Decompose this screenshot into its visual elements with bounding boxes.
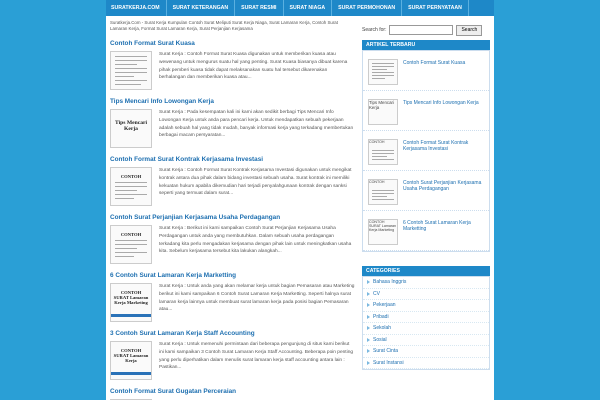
thumbnail-caption: CONTOH — [120, 232, 142, 237]
post-item — [110, 98, 356, 156]
recent-post-thumbnail[interactable] — [368, 139, 398, 165]
category-link[interactable] — [363, 277, 489, 289]
category-link[interactable] — [363, 300, 489, 312]
category-link[interactable] — [363, 323, 489, 335]
post-excerpt: Surat Kerja : Contoh Format Surat Kuasa digunakan untuk memberikan kuasa atau wewenang untuk mengurus suatu hal yang penting. Surat Kuasa biasanya dibuat karena pihak pemberi kuasa tidak dapat melaksanakan suatu hal tersebut dikarenakan berhalangan dan memberikan kuasa atau... — [159, 52, 348, 81]
search-form — [362, 24, 490, 36]
post-title[interactable]: Contoh Format Surat Kuasa — [110, 40, 195, 47]
categories-header: CATEGORIES — [362, 266, 490, 276]
top-navigation — [106, 0, 494, 16]
post-thumbnail[interactable] — [110, 341, 152, 380]
recent-post-thumbnail[interactable] — [368, 179, 398, 205]
bullet-icon — [367, 292, 370, 296]
thumbnail-caption: CONTOH — [120, 174, 142, 179]
category-link[interactable] — [363, 312, 489, 324]
recent-post-item — [363, 91, 489, 131]
category-link[interactable] — [363, 346, 489, 358]
recent-post-item — [363, 171, 489, 211]
recent-post-item — [363, 51, 489, 91]
sidebar — [362, 40, 490, 370]
nav-surat-pernyataan[interactable]: SURAT PERNYATAAN — [402, 0, 469, 16]
post-excerpt: Surat Kerja : Untuk memenuhi permintaan dari beberapa pengunjung di situs kami berikut ini kami sampaikan 3 Contoh Surat Lamaran Kerja Staff Accounting. Beberapa poin penting yang perlu diperhatikan dalam menulis surat lamaran kerja staff accounting antara lain : Pastikan... — [159, 342, 354, 371]
category-label: Bahasa Inggris — [373, 279, 407, 286]
thumbnail-caption: CONTOH SURAT Lamaran Kerja Marketing — [369, 220, 397, 233]
post-list — [110, 40, 356, 400]
category-label: Surat Instansi — [373, 359, 404, 366]
document-icon — [115, 240, 147, 260]
document-icon — [372, 63, 394, 81]
post-title[interactable]: 6 Contoh Surat Lamaran Kerja Marketting — [110, 272, 237, 279]
recent-post-link[interactable]: Tips Mencari Info Lowongan Kerja — [403, 100, 479, 106]
category-label: Sekolah — [373, 325, 392, 332]
nav-surat-keterangan[interactable]: SURAT KETERANGAN — [167, 0, 236, 16]
thumbnail-caption: CONTOH SURAT Lamaran Kerja — [113, 348, 149, 364]
post-excerpt: Surat Kerja : Contoh Format Surat Kontrak Kerjasama Investasi digunakan untuk mengikat kontrak antara dua pihak dalam bidang investasi sebuah usaha. Surat kontrak ini memiliki kekuatan hukum apabila dikemudian hari terjadi penyalahgunaan kontrak dengan sanksi seperti yang termuat dalam surat... — [159, 168, 352, 197]
nav-surat-niaga[interactable]: SURAT NIAGA — [284, 0, 333, 16]
recent-post-link[interactable]: Contoh Format Surat Kontrak Kerjasama Investasi — [403, 140, 469, 153]
post-title[interactable]: Contoh Surat Perjanjian Kerjasama Usaha Perdagangan — [110, 214, 281, 221]
nav-surat-resmi[interactable]: SURAT RESMI — [235, 0, 283, 16]
post-item — [110, 40, 356, 98]
site-description: Suratkerja.Com - Surat Kerja Kumpulan Contoh Surat Meliputi Surat Kerja Niaga, Surat Lamaran Kerja, Contoh Surat Lamaran Kerja, Format Surat Lamaran Kerja, Surat Perjanjian Kerjasama — [110, 20, 338, 31]
post-item — [110, 156, 356, 214]
post-title[interactable]: Contoh Format Surat Gugatan Perceraian — [110, 388, 237, 395]
search-input[interactable] — [389, 25, 453, 35]
recent-post-link[interactable]: Contoh Surat Perjanjian Kerjasama Usaha Perdagangan — [403, 180, 482, 193]
post-thumbnail[interactable] — [110, 283, 152, 322]
post-title[interactable]: Tips Mencari Info Lowongan Kerja — [110, 98, 214, 105]
thumbnail-stripe — [369, 233, 397, 235]
recent-post-thumbnail[interactable] — [368, 59, 398, 85]
category-label: Pribadi — [373, 313, 389, 320]
category-label: Surat Cinta — [373, 348, 399, 355]
thumbnail-stripe — [111, 314, 151, 317]
recent-post-thumbnail[interactable] — [368, 219, 398, 245]
post-title[interactable]: 3 Contoh Surat Lamaran Kerja Staff Accounting — [110, 330, 255, 337]
search-button[interactable]: Search — [456, 25, 482, 36]
recent-post-item — [363, 131, 489, 171]
document-icon — [115, 56, 147, 88]
post-thumbnail[interactable] — [110, 167, 152, 206]
category-link[interactable] — [363, 289, 489, 301]
nav-home[interactable]: SURATKERJA.COM — [106, 0, 167, 16]
bullet-icon — [367, 303, 370, 307]
nav-surat-permohonan[interactable]: SURAT PERMOHONAN — [332, 0, 402, 16]
recent-post-link[interactable]: 6 Contoh Surat Lamaran Kerja Marketting — [403, 220, 471, 233]
bullet-icon — [367, 315, 370, 319]
document-icon — [372, 190, 394, 202]
recent-posts-list — [362, 50, 490, 252]
post-item — [110, 330, 356, 388]
search-label: Search for: — [362, 27, 387, 33]
bullet-icon — [367, 338, 370, 342]
category-label: Pekerjaan — [373, 302, 396, 309]
thumbnail-stripe — [111, 372, 151, 375]
categories-list — [362, 276, 490, 370]
category-link[interactable] — [363, 358, 489, 370]
recent-posts-header: ARTIKEL TERBARU — [362, 40, 490, 50]
post-excerpt: Surat Kerja : Berikut ini kami sampaikan Contoh Surat Perjanjian Kerjasama Usaha Perdagangan untuk anda yang membutuhkan. Dalam sebuah usaha perdagangan terkadang kita perlu mengadakan kerjasama dengan pihak lain untuk meningkatkan usaha kita. Sebelum kerjasama tersebut kita lakukan alangkah... — [159, 226, 352, 255]
category-link[interactable] — [363, 335, 489, 347]
thumbnail-caption: CONTOH — [369, 180, 385, 184]
document-icon — [115, 182, 147, 202]
post-excerpt: Surat Kerja : Untuk anda yang akan melamar kerja untuk bagian Pemasaran atau Marketing berikut ini kami sampaikan 6 Contoh Surat Lamaran Kerja Marketting. Seperti halnya surat lamaran kerja lainnya untuk membuat surat lamaran kerja pada posisi bagian Pemasaran atau... — [159, 284, 355, 313]
recent-post-thumbnail[interactable] — [368, 99, 398, 125]
post-thumbnail[interactable] — [110, 225, 152, 264]
bullet-icon — [367, 326, 370, 330]
post-title[interactable]: Contoh Format Surat Kontrak Kerjasama Investasi — [110, 156, 264, 163]
recent-post-item — [363, 211, 489, 251]
categories-widget — [362, 266, 490, 370]
category-label: Sosial — [373, 336, 387, 343]
document-icon — [372, 150, 394, 162]
category-label: CV — [373, 290, 380, 297]
thumbnail-caption: CONTOH — [369, 140, 385, 144]
bullet-icon — [367, 280, 370, 284]
post-item — [110, 214, 356, 272]
bullet-icon — [367, 349, 370, 353]
recent-post-link[interactable]: Contoh Format Surat Kuasa — [403, 60, 466, 66]
post-item — [110, 388, 356, 400]
thumbnail-caption: Tips Mencari Kerja — [114, 120, 148, 133]
bullet-icon — [367, 361, 370, 365]
thumbnail-caption: CONTOH SURAT Lamaran Kerja Marketing — [113, 290, 149, 306]
thumbnail-caption: Tips Mencari Kerja — [369, 100, 394, 110]
post-excerpt: Surat Kerja : Pada kesempatan kali ini kami akan sedikit berbagi Tips Mencari Info Lowongan Kerja untuk anda para pencari kerja. Untuk mendapatkan sebuah pekerjaan adalah sebuah hal yang tidak mudah, banyak informasi kerja yang terkadang membertukan berbagai macam persyaratan... — [159, 110, 354, 139]
post-thumbnail[interactable] — [110, 109, 152, 148]
post-thumbnail[interactable] — [110, 51, 152, 90]
post-item — [110, 272, 356, 330]
